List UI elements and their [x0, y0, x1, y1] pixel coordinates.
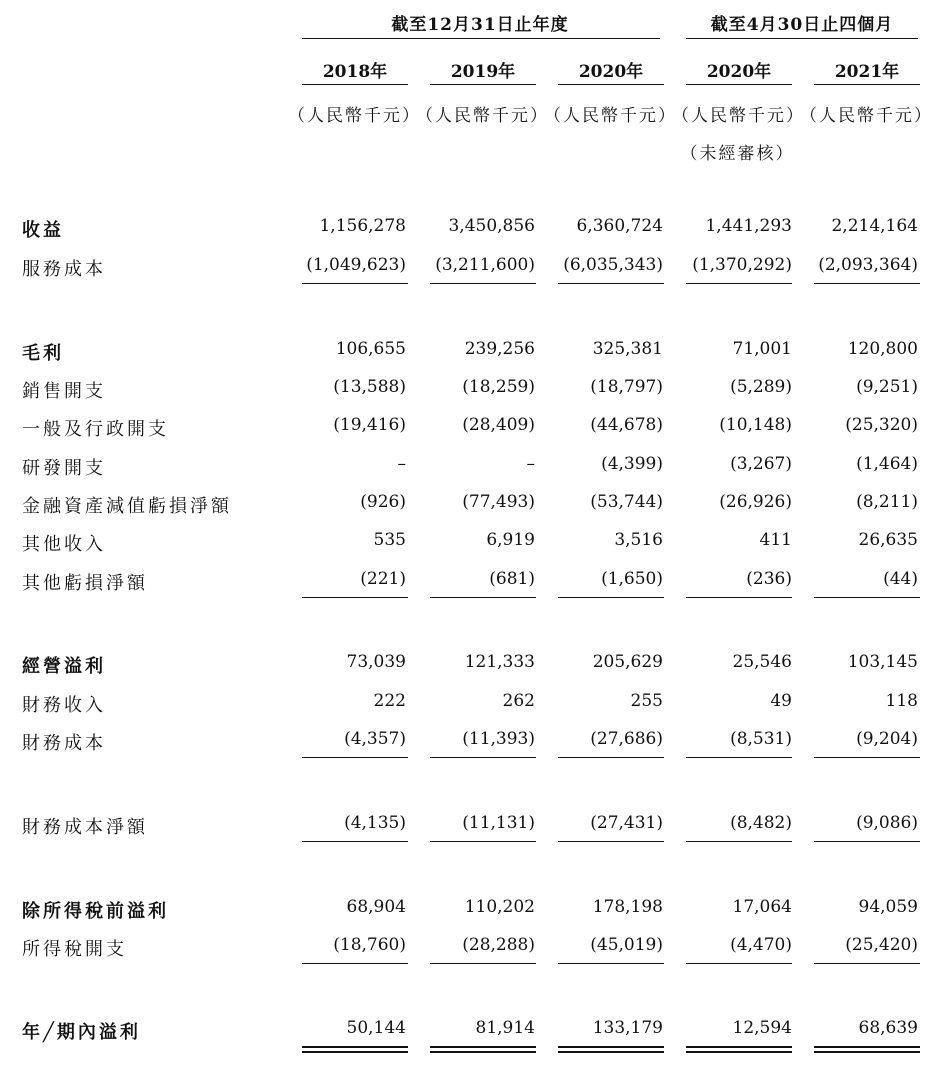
table-cell: 17,064: [732, 897, 792, 917]
row-label: 所得稅開支: [22, 939, 127, 960]
subtotal-rule: [302, 283, 408, 284]
table-cell: (4,470): [730, 935, 792, 955]
unit-header: （人民幣千元）: [288, 106, 421, 126]
subtotal-rule: [430, 963, 536, 964]
table-cell: 68,904: [346, 897, 406, 917]
table-cell: (13,588): [333, 377, 406, 397]
table-cell: (25,420): [845, 935, 918, 955]
table-cell: 94,059: [858, 897, 918, 917]
table-cell: 205,629: [592, 652, 663, 672]
table-cell: (681): [489, 569, 535, 589]
row-label: 毛利: [22, 343, 64, 364]
subtotal-rule: [686, 963, 792, 964]
table-cell: (77,493): [462, 492, 535, 512]
header-unaudited: （未經審核）: [680, 144, 795, 164]
table-cell: 25,546: [732, 652, 792, 672]
subtotal-rule: [686, 757, 792, 758]
table-cell: (1,370,292): [692, 255, 792, 275]
table-cell: (8,531): [730, 729, 792, 749]
header-group-interim: 截至4月30日止四個月: [710, 15, 894, 35]
table-cell: (1,464): [856, 454, 918, 474]
subtotal-rule: [558, 963, 664, 964]
row-label: 財務成本淨額: [22, 817, 148, 838]
table-cell: (53,744): [590, 492, 663, 512]
unit-header: （人民幣千元）: [416, 106, 549, 126]
subtotal-rule: [686, 597, 792, 598]
table-cell: 3,516: [614, 530, 663, 550]
table-cell: (18,797): [590, 377, 663, 397]
table-cell: 411: [759, 530, 792, 550]
table-cell: 26,635: [858, 530, 918, 550]
unit-header: （人民幣千元）: [672, 106, 805, 126]
row-label: 除所得稅前溢利: [22, 901, 169, 922]
subtotal-rule: [302, 757, 408, 758]
table-cell: –: [397, 454, 406, 474]
table-cell: (8,482): [730, 813, 792, 833]
subtotal-rule: [302, 841, 408, 842]
table-cell: (9,086): [856, 813, 918, 833]
year-header: 2020年: [706, 62, 772, 82]
header-group-annual-rule: [302, 38, 660, 39]
total-double-rule: [686, 1046, 792, 1053]
table-cell: 120,800: [847, 339, 918, 359]
table-cell: (28,288): [462, 935, 535, 955]
table-cell: 103,145: [847, 652, 918, 672]
table-cell: 535: [373, 530, 406, 550]
subtotal-rule: [430, 597, 536, 598]
table-cell: 239,256: [464, 339, 535, 359]
row-label: 服務成本: [22, 259, 106, 280]
subtotal-rule: [302, 597, 408, 598]
table-cell: 1,156,278: [319, 216, 406, 236]
table-cell: (221): [360, 569, 406, 589]
table-cell: 3,450,856: [448, 216, 535, 236]
table-cell: 325,381: [592, 339, 663, 359]
total-double-rule: [558, 1046, 664, 1053]
table-cell: (19,416): [333, 415, 406, 435]
table-cell: 118: [885, 691, 918, 711]
table-cell: 71,001: [732, 339, 792, 359]
year-header-rule: [430, 84, 536, 85]
table-cell: 6,919: [486, 530, 535, 550]
subtotal-rule: [558, 757, 664, 758]
table-cell: –: [526, 454, 535, 474]
row-label: 金融資產減值虧損淨額: [22, 496, 232, 517]
table-cell: 1,441,293: [705, 216, 792, 236]
header-group-annual: 截至12月31日止年度: [391, 15, 569, 35]
table-cell: 49: [770, 691, 792, 711]
table-cell: 110,202: [464, 897, 535, 917]
subtotal-rule: [430, 757, 536, 758]
table-cell: (4,357): [344, 729, 406, 749]
subtotal-rule: [558, 597, 664, 598]
table-cell: (6,035,343): [563, 255, 663, 275]
table-cell: (45,019): [590, 935, 663, 955]
table-cell: 68,639: [858, 1018, 918, 1038]
table-cell: (18,760): [333, 935, 406, 955]
subtotal-rule: [430, 283, 536, 284]
row-label: 年╱期內溢利: [22, 1022, 141, 1043]
table-cell: (1,650): [601, 569, 663, 589]
row-label: 研發開支: [22, 458, 106, 479]
table-cell: (9,204): [856, 729, 918, 749]
subtotal-rule: [814, 841, 920, 842]
subtotal-rule: [686, 283, 792, 284]
table-cell: 6,360,724: [576, 216, 663, 236]
row-label: 財務收入: [22, 695, 106, 716]
subtotal-rule: [430, 841, 536, 842]
table-cell: (236): [746, 569, 792, 589]
row-label: 經營溢利: [22, 656, 106, 677]
total-double-rule: [302, 1046, 408, 1053]
table-cell: (18,259): [462, 377, 535, 397]
table-cell: (11,393): [462, 729, 535, 749]
row-label: 銷售開支: [22, 381, 106, 402]
table-cell: (8,211): [856, 492, 918, 512]
table-cell: 133,179: [592, 1018, 663, 1038]
subtotal-rule: [814, 963, 920, 964]
table-cell: 255: [630, 691, 663, 711]
subtotal-rule: [814, 757, 920, 758]
subtotal-rule: [814, 283, 920, 284]
table-cell: (1,049,623): [306, 255, 406, 275]
table-cell: (4,399): [601, 454, 663, 474]
table-cell: (5,289): [730, 377, 792, 397]
year-header-rule: [302, 84, 408, 85]
header-group-interim-rule: [686, 38, 918, 39]
table-cell: 106,655: [335, 339, 406, 359]
table-cell: (9,251): [856, 377, 918, 397]
table-cell: (28,409): [462, 415, 535, 435]
table-cell: 121,333: [464, 652, 535, 672]
year-header-rule: [558, 84, 664, 85]
year-header: 2019年: [450, 62, 516, 82]
table-cell: 222: [373, 691, 406, 711]
total-double-rule: [430, 1046, 536, 1053]
year-header-rule: [814, 84, 920, 85]
row-label: 財務成本: [22, 733, 106, 754]
table-cell: (44,678): [590, 415, 663, 435]
table-cell: 81,914: [475, 1018, 535, 1038]
row-label: 一般及行政開支: [22, 419, 169, 440]
row-label: 其他收入: [22, 534, 106, 555]
subtotal-rule: [558, 283, 664, 284]
table-cell: (3,211,600): [435, 255, 535, 275]
table-cell: 73,039: [346, 652, 406, 672]
year-header-rule: [686, 84, 792, 85]
year-header: 2020年: [578, 62, 644, 82]
unit-header: （人民幣千元）: [800, 106, 933, 126]
row-label: 收益: [22, 220, 64, 241]
table-cell: (4,135): [344, 813, 406, 833]
table-cell: (926): [360, 492, 406, 512]
table-cell: 262: [502, 691, 535, 711]
unit-header: （人民幣千元）: [544, 106, 677, 126]
year-header: 2018年: [322, 62, 388, 82]
table-cell: (25,320): [845, 415, 918, 435]
subtotal-rule: [558, 841, 664, 842]
total-double-rule: [814, 1046, 920, 1053]
subtotal-rule: [686, 841, 792, 842]
subtotal-rule: [302, 963, 408, 964]
row-label: 其他虧損淨額: [22, 573, 148, 594]
table-cell: 12,594: [732, 1018, 792, 1038]
table-cell: (27,686): [590, 729, 663, 749]
table-cell: 178,198: [592, 897, 663, 917]
table-cell: (11,131): [462, 813, 535, 833]
table-cell: (10,148): [719, 415, 792, 435]
table-cell: (27,431): [590, 813, 663, 833]
table-cell: (44): [883, 569, 918, 589]
table-cell: 2,214,164: [831, 216, 918, 236]
table-cell: (2,093,364): [818, 255, 918, 275]
year-header: 2021年: [834, 62, 900, 82]
table-cell: 50,144: [346, 1018, 406, 1038]
subtotal-rule: [814, 597, 920, 598]
table-cell: (26,926): [719, 492, 792, 512]
table-cell: (3,267): [730, 454, 792, 474]
